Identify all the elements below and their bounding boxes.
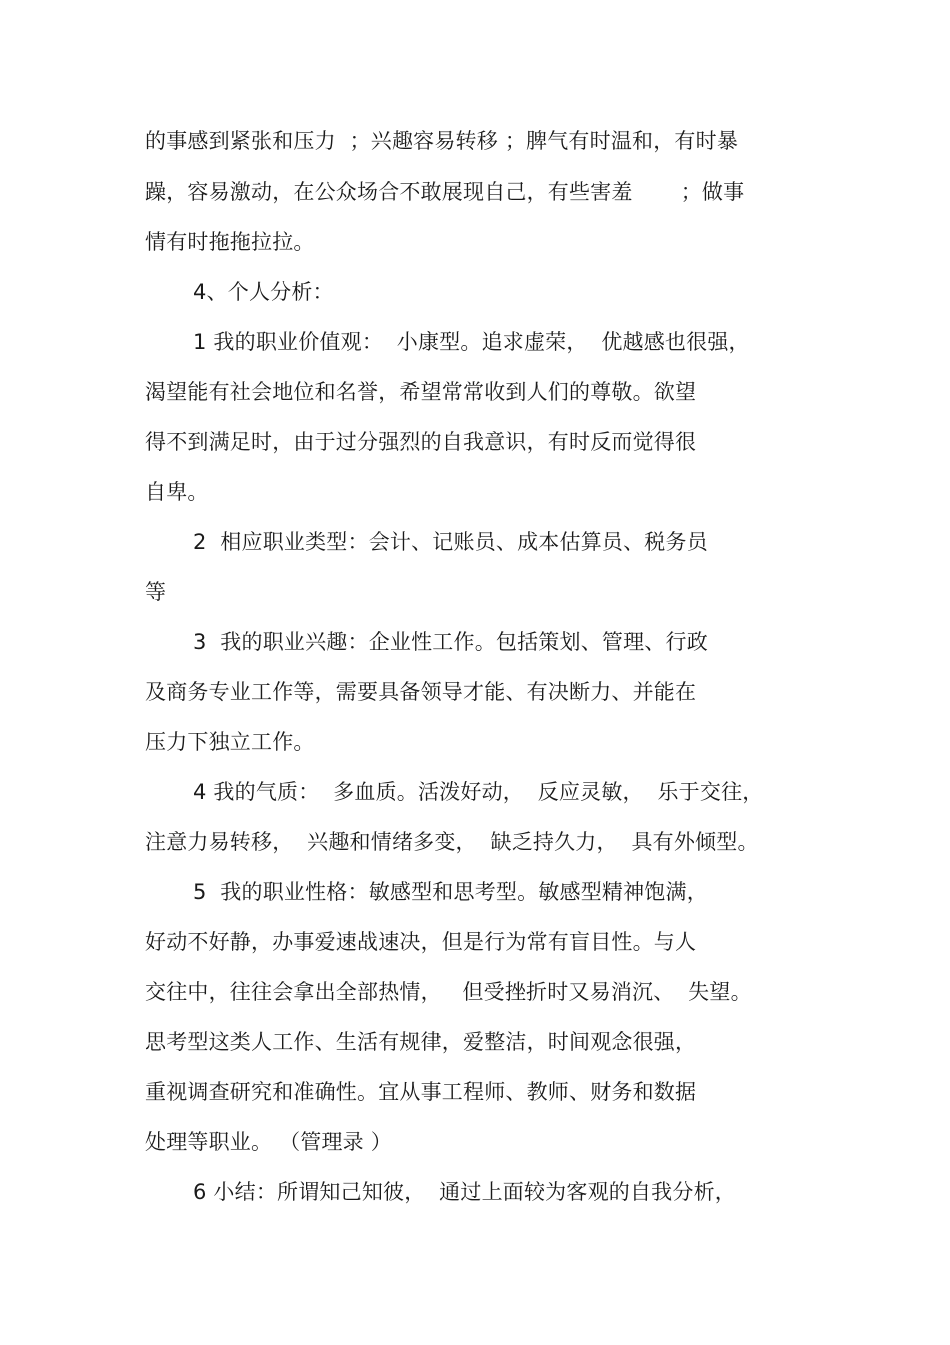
text-line: 重视调查研究和准确性。宜从事工程师、教师、财务和数据 [145,1080,697,1104]
text-line: 注意力易转移， 兴趣和情绪多变， 缺乏持久力， 具有外倾型。 [145,830,759,854]
text-line: 得不到满足时，由于过分强烈的自我意识，有时反而觉得很 [145,430,697,454]
text-line: 躁，容易激动，在公众场合不敢展现自己，有些害羞 ；做事 [145,180,745,204]
text-line: 5 我的职业性格：敏感型和思考型。敏感型精神饱满， [193,880,708,904]
section-heading: 4、个人分析： [193,280,334,304]
text-line: 渴望能有社会地位和名誉，希望常常收到人们的尊敬。欲望 [145,380,697,404]
text-line: 6 小结：所谓知己知彼， 通过上面较为客观的自我分析， [193,1180,736,1204]
text-line: 及商务专业工作等，需要具备领导才能、有决断力、并能在 [145,680,697,704]
text-line: 压力下独立工作。 [145,730,315,754]
text-line: 1 我的职业价值观： 小康型。追求虚荣， 优越感也很强， [193,330,750,354]
text-line: 好动不好静，办事爱速战速决，但是行为常有盲目性。与人 [145,930,697,954]
text-line: 4 我的气质： 多血质。活泼好动， 反应灵敏， 乐于交往， [193,780,764,804]
text-line: 处理等职业。 （管理录 ） [145,1130,392,1154]
text-line: 2 相应职业类型：会计、记账员、成本估算员、税务员 [193,530,708,554]
text-line: 自卑。 [145,480,209,504]
text-line: 等 [145,580,167,604]
text-line: 思考型这类人工作、生活有规律，爱整洁，时间观念很强， [145,1030,697,1054]
text-line: 的事感到紧张和压力 ；兴趣容易转移 ；脾气有时温和，有时暴 [145,129,739,153]
text-line: 3 我的职业兴趣：企业性工作。包括策划、管理、行政 [193,630,708,654]
text-line: 情有时拖拖拉拉。 [145,230,315,254]
text-line: 交往中，往往会拿出全部热情， 但受挫折时又易消沉、 失望。 [145,980,752,1004]
